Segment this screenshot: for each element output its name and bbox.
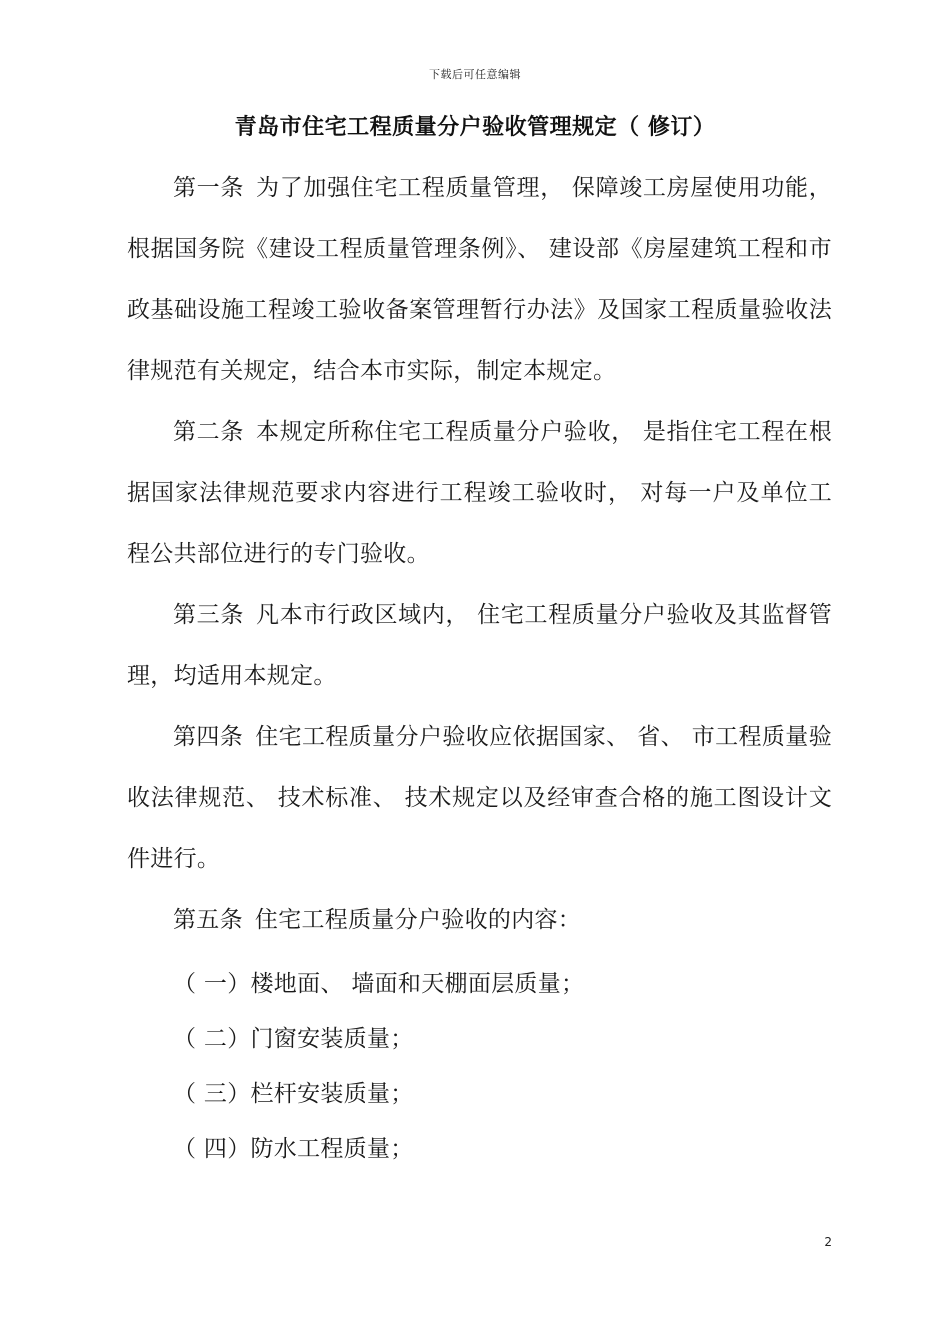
article-text: 住宅工程质量分户验收的内容： [254, 907, 582, 933]
document-body [127, 158, 832, 1177]
article-number: 第一条 [173, 175, 245, 201]
header-note: 下载后可任意编辑 [429, 68, 521, 81]
article-number: 第五条 [173, 907, 243, 933]
article-text: 住宅工程质量分户验收应依据国家、 省、 市工程质量验收法律规范、 技术标准、 技术规定以及经审查合格的施工图设计文件进行。 [127, 724, 832, 872]
article-text: 本规定所称住宅工程质量分户验收， 是指住宅工程在根据国家法律规范要求内容进行工程竣工验收时， 对每一户及单位工程公共部位进行的专门验收。 [127, 419, 832, 567]
article-4 [127, 707, 832, 890]
article-number: 第四条 [173, 724, 244, 750]
article-3 [127, 585, 832, 707]
page-number: 2 [824, 1235, 832, 1249]
list-item: （ 四）防水工程质量； [173, 1136, 414, 1162]
inspection-items-list [127, 957, 832, 1177]
article-text: 凡本市行政区域内， 住宅工程质量分户验收及其监督管理，均适用本规定。 [127, 602, 832, 689]
document-title: 青岛市住宅工程质量分户验收管理规定（ 修订） [234, 115, 716, 140]
article-text: 为了加强住宅工程质量管理， 保障竣工房屋使用功能， 根据国务院《建设工程质量管理条例》、 建设部《房屋建筑工程和市政基础设施工程竣工验收备案管理暂行办法》及国家工程质量验收法律规范有关规定，结合本市实际，制定本规定。 [127, 175, 832, 384]
list-item: （ 三）栏杆安装质量； [173, 1081, 414, 1107]
article-number: 第三条 [173, 602, 245, 628]
article-1 [127, 158, 832, 402]
article-number: 第二条 [173, 419, 245, 445]
article-2 [127, 402, 832, 585]
article-5 [127, 890, 832, 951]
list-item: （ 一）楼地面、 墙面和天棚面层质量； [173, 971, 585, 997]
list-item: （ 二）门窗安装质量； [173, 1026, 414, 1052]
